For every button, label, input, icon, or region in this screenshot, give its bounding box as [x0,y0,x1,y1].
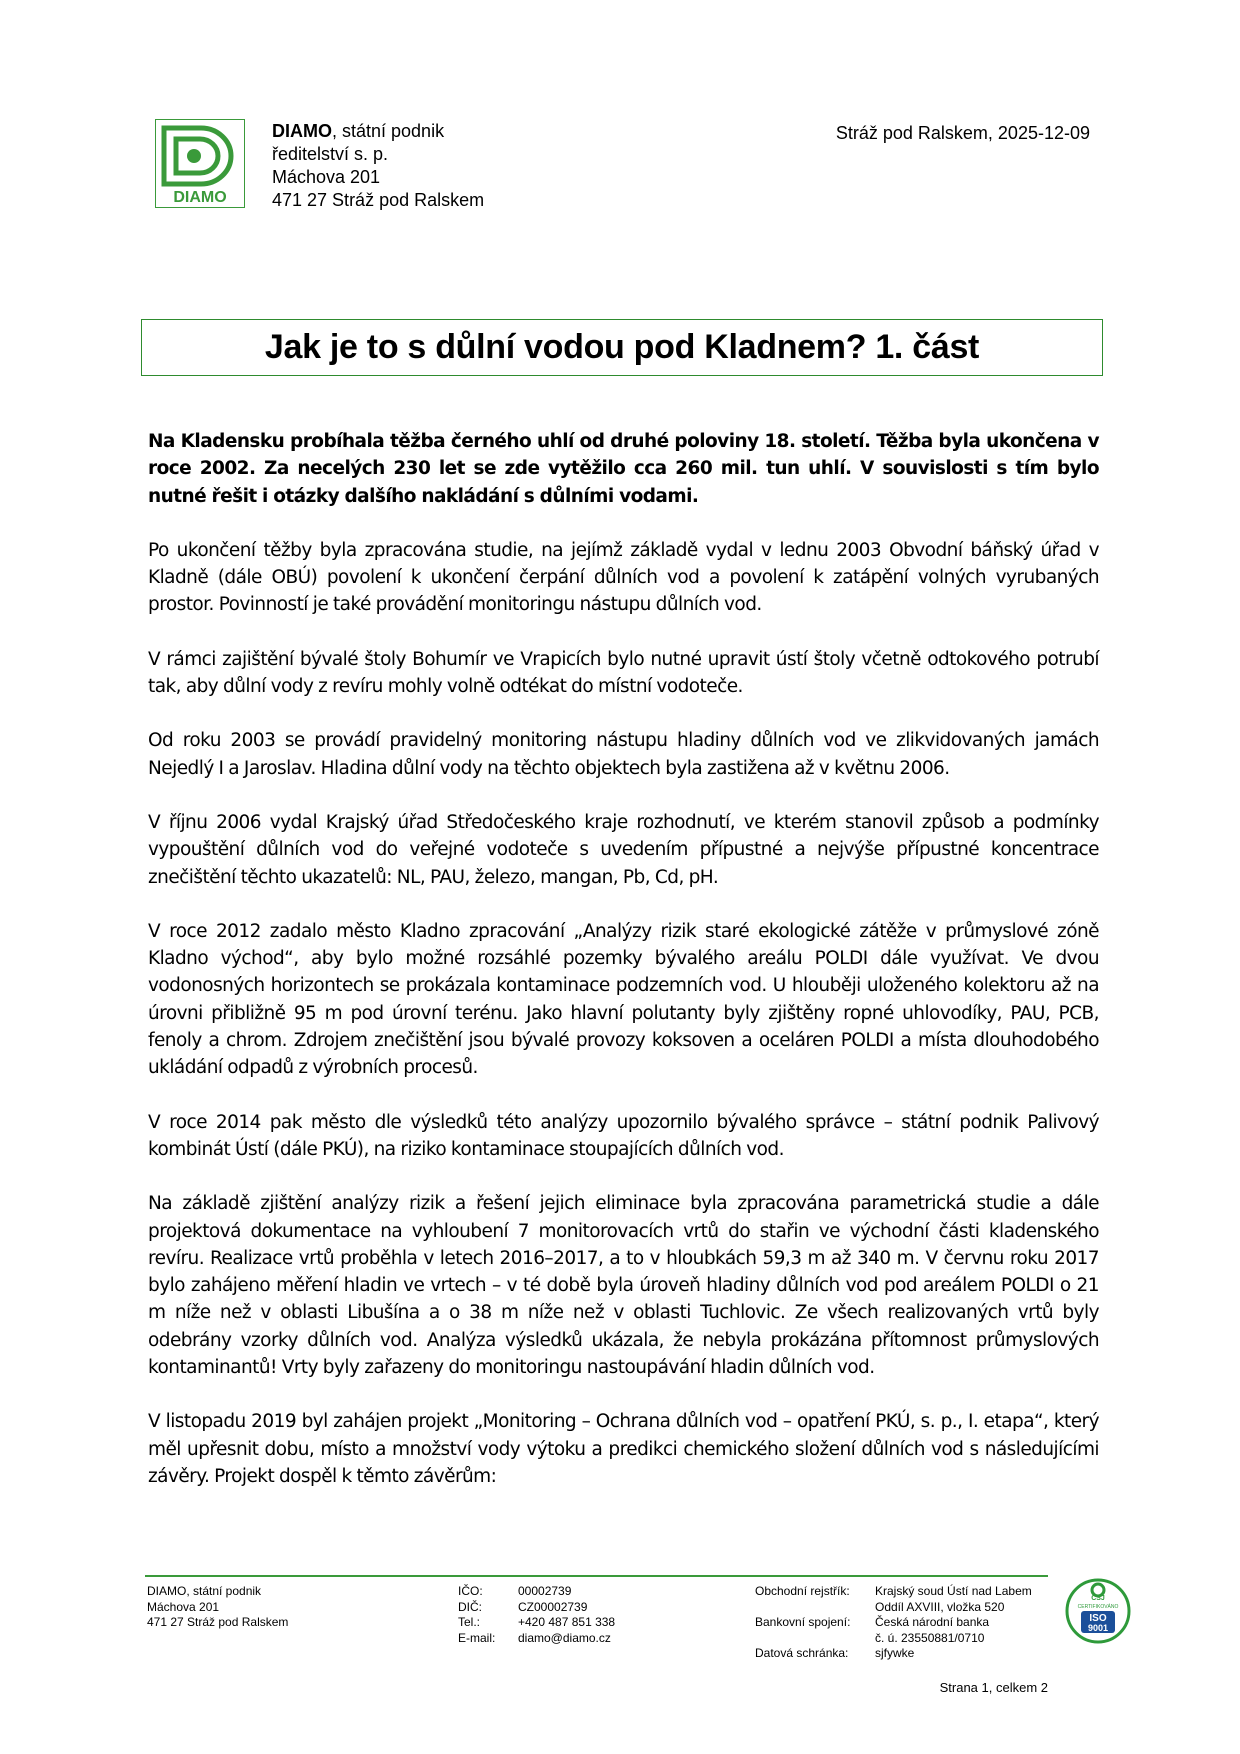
footer-line: Máchova 201 [147,1599,220,1614]
paragraph: Od roku 2003 se provádí pravidelný monitoring nástupu hladiny důlních vod ve zlikvidovaných jamách Nejedlý I a Jaroslav. Hladina důlní vody na těchto objektech byla zastižena až v květnu 2006. [148,730,1099,779]
footer-email[interactable]: diamo@diamo.cz [518,1630,611,1645]
address-line: Máchova 201 [272,167,381,187]
footer-divider [145,1575,1048,1577]
footer-key: Obchodní rejstřík: [755,1584,850,1598]
page-number: Strana 1, celkem 2 [939,1680,1048,1695]
svg-text:ISO: ISO [1089,1613,1107,1624]
footer-key: Tel.: [458,1615,481,1629]
footer-registry [755,1584,1032,1662]
address-line: ředitelství s. p. [272,144,389,164]
paragraph: V roce 2012 zadalo město Kladno zpracování „Analýzy rizik staré ekologické zátěže v průmyslové zóně Kladno východ“, aby bylo možné rozsáhlé pozemky bývalého areálu POLDI dále využívat. Ve dvou vodonosných horizontech se prokázala kontaminace podzemních vod. U hlouběji uloženého kolektoru až na úrovni přibližně 95 m pod úrovní terénu. Jako hlavní polutanty byly zjištěny ropné uhlovodíky, PAU, PCB, fenoly a chrom. Zdrojem znečištění jsou bývalé provozy koksoven a oceláren POLDI a místa dlouhodobého ukládání odpadů z výrobních procesů. [148,920,1099,1079]
diamo-logo [155,119,245,208]
footer-value: +420 487 851 338 [518,1615,616,1629]
footer-line: DIAMO, státní podnik [147,1584,262,1598]
footer-line: 471 27 Stráž pod Ralskem [147,1615,289,1629]
title-box [141,319,1103,376]
footer-key: Bankovní spojení: [755,1615,851,1629]
page-title: Jak je to s důlní vodou pod Kladnem? 1. část [264,328,980,366]
svg-text:9001: 9001 [1087,1623,1109,1633]
footer-value: Česká národní banka [875,1615,990,1629]
footer-value: Oddíl AXVIII, vložka 520 [875,1599,1005,1614]
footer-value: Krajský soud Ústí nad Labem [875,1584,1032,1598]
paragraph: V rámci zajištění bývalé štoly Bohumír ve Vrapicích bylo nutné upravit ústí štoly včetně odtokového potrubí tak, aby důlní vody z revíru mohly volně odtékat do místní vodoteče. [148,648,1099,698]
place-date: Stráž pod Ralskem, 2025-12-09 [835,123,1090,143]
footer-value: 00002739 [518,1584,572,1598]
footer-key: DIČ: [458,1599,482,1614]
paragraph: V listopadu 2019 byl zahájen projekt „Monitoring – Ochrana důlních vod – opatření PKÚ, s. p., I. etapa“, který měl upřesnit dobu, místo a množství vody výtoku a predikci chemického složení důlních vod s následujícími závěry. Projekt dospěl k těmto závěrům: [148,1411,1099,1487]
svg-text:DIAMO: DIAMO [173,189,227,206]
paragraph: Po ukončení těžby byla zpracována studie, na jejímž základě vydal v lednu 2003 Obvodní báňský úřad v Kladně (dále OBÚ) povolení k ukončení čerpání důlních vod a povolení k zatápění volných vyrubaných prostor. Povinností je také provádění monitoringu nástupu důlních vod. [148,539,1099,616]
lead-paragraph: Na Kladensku probíhala těžba černého uhlí od druhé poloviny 18. století. Těžba byla ukončena v roce 2002. Za necelých 230 let se zde vytěžilo cca 260 mil. tun uhlí. V souvislosti s tím bylo nutné řešit i otázky dalšího nakládání s důlními vodami. [148,431,1099,507]
paragraph: Na základě zjištění analýzy rizik a řešení jejich eliminace byla zpracována parametrická studie a dále projektová dokumentace na vyhloubení 7 monitorovacích vrtů do stařin ve východní části kladenského revíru. Realizace vrtů proběhla v letech 2016–2017, a to v hloubkách 59,3 m až 340 m. V červnu roku 2017 bylo zahájeno měření hladin ve vrtech – v té době byla úroveň hladiny důlních vod pod areálem POLDI o 21 m níže než v oblasti Libušína a o 38 m níže než v oblasti Tuchlovic. Ze všech realizovaných vrtů byly odebrány vzorky důlních vod. Analýza výsledků ukázala, že nebyla prokázána přítomnost průmyslových kontaminantů! Vrty byly zařazeny do monitoringu nastoupávání hladin důlních vod. [148,1193,1099,1379]
document-body [148,428,1099,1517]
org-name: DIAMO [272,121,332,141]
footer-ids [458,1584,615,1646]
paragraph: V roce 2014 pak město dle výsledků této analýzy upozornilo bývalého správce – státní podnik Palivový kombinát Ústí (dále PKÚ), na riziko kontaminace stoupajících důlních vod. [148,1111,1099,1160]
org-type: , státní podnik [332,121,445,141]
iso-9001-badge [1065,1578,1131,1644]
footer-value: CZ00002739 [518,1599,588,1614]
address-line: 471 27 Stráž pod Ralskem [272,190,485,210]
footer-value: č. ú. 23550881/0710 [875,1630,985,1645]
paragraph: V říjnu 2006 vydal Krajský úřad Středočeského kraje rozhodnutí, ve kterém stanovil způsob a podmínky vypouštění důlních vod do veřejné vodoteče s uvedením přípustné a nejvýše přípustné koncentrace znečištění těchto ukazatelů: NL, PAU, železo, mangan, Pb, Cd, pH. [148,811,1099,888]
svg-text:CERTIFIKOVÁNO: CERTIFIKOVÁNO [1077,1604,1119,1610]
footer-key: E-mail: [458,1630,496,1645]
svg-text:CSJ: CSJ [1091,1595,1105,1602]
footer-address [147,1584,288,1631]
footer-key: Datová schránka: [755,1646,849,1660]
footer-key: IČO: [458,1584,483,1598]
sender-address [272,120,484,212]
footer-value: sjfywke [875,1646,915,1660]
